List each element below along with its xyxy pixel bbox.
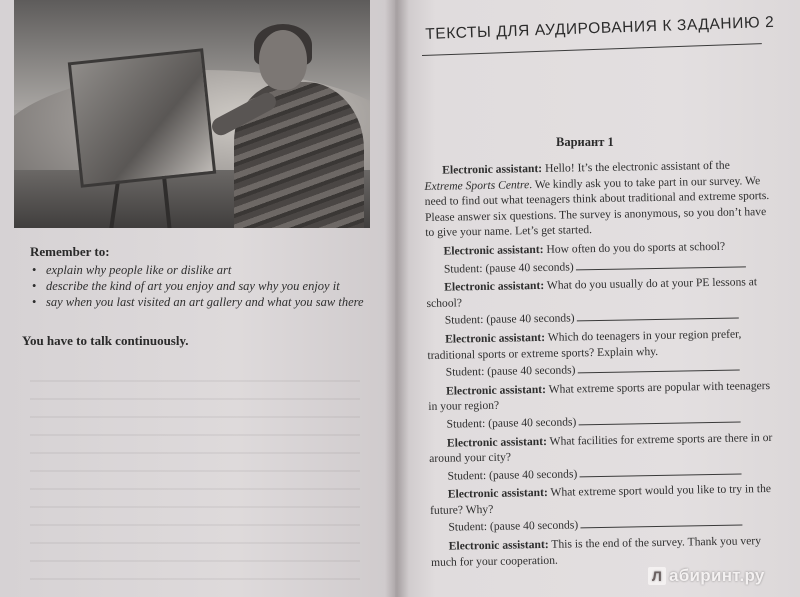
show-through-text bbox=[30, 380, 360, 580]
speaker-label: Electronic assistant: bbox=[443, 242, 544, 258]
answer-blank bbox=[576, 256, 746, 270]
speaker-label: Electronic assistant: bbox=[447, 486, 548, 501]
speaker-label: Electronic assistant: bbox=[448, 537, 549, 553]
intro-text-b: . We kindly ask you to take part in our survey. We need to find out what teenagers think about traditional and extreme sports. Please answer six questions. The survey is anonymous, so you don’t have to give your name. Let’s get started. bbox=[424, 173, 770, 240]
student-answer-line bbox=[430, 514, 776, 536]
painter-figure bbox=[214, 20, 364, 228]
answer-blank bbox=[576, 308, 738, 322]
labirint-logo-icon: Л bbox=[648, 567, 666, 585]
remember-list bbox=[32, 262, 377, 310]
answer-blank bbox=[577, 360, 739, 374]
watermark-text: абиринт.ру bbox=[669, 566, 765, 585]
book-gutter bbox=[385, 0, 409, 597]
answer-blank bbox=[578, 411, 740, 425]
outro-text: This is the end of the survey. Thank you very much for your cooperation. bbox=[430, 534, 762, 569]
easel-canvas bbox=[68, 48, 216, 188]
question-text: Which do teenagers in your region prefer, traditional sports or extreme sports? Explain why. bbox=[427, 327, 742, 362]
student-answer-line bbox=[428, 411, 774, 433]
student-answer-line bbox=[429, 463, 775, 485]
section-title: ТЕКСТЫ ДЛЯ АУДИРОВАНИЯ К ЗАДАНИЮ 2 bbox=[425, 13, 775, 43]
dialogue-intro bbox=[424, 157, 771, 241]
remember-heading: Remember to: bbox=[30, 244, 110, 259]
question-text: What extreme sports are popular with teenagers in your region? bbox=[428, 378, 771, 414]
speaker-label: Electronic assistant: bbox=[445, 382, 547, 398]
variant-heading: Вариант 1 bbox=[556, 135, 614, 149]
student-answer-line bbox=[426, 256, 772, 278]
student-prompt: Student: (pause 40 seconds) bbox=[446, 415, 577, 431]
question-text: How often do you do sports at school? bbox=[546, 239, 726, 256]
remember-item: • say when you last visited an art gallery and what you saw there bbox=[32, 294, 377, 310]
answer-blank bbox=[579, 463, 741, 477]
speaker-label: Electronic assistant: bbox=[446, 434, 547, 450]
question-line bbox=[428, 378, 774, 415]
question-line bbox=[426, 274, 772, 311]
intro-text-a: Hello! It’s the electronic assistant of the bbox=[544, 158, 730, 175]
question-text: What do you usually do at your PE lessons at school? bbox=[426, 275, 758, 310]
student-prompt: Student: (pause 40 seconds) bbox=[444, 311, 575, 328]
painter-photo bbox=[14, 0, 370, 228]
student-prompt: Student: (pause 40 seconds) bbox=[447, 467, 578, 483]
student-prompt: Student: (pause 40 seconds) bbox=[448, 518, 579, 535]
student-answer-line bbox=[428, 359, 774, 381]
question-line bbox=[427, 326, 773, 363]
speaker-label: Electronic assistant: bbox=[445, 330, 546, 346]
speaker-label: Electronic assistant: bbox=[444, 279, 545, 294]
remember-item: • explain why people like or dislike art bbox=[32, 262, 377, 278]
question-text: What extreme sport would you like to try in the future? Why? bbox=[430, 482, 772, 517]
student-prompt: Student: (pause 40 seconds) bbox=[443, 259, 574, 276]
speaker-label: Electronic assistant: bbox=[442, 161, 543, 177]
remember-item: • describe the kind of art you enjoy and say why you enjoy it bbox=[32, 278, 377, 294]
student-prompt: Student: (pause 40 seconds) bbox=[445, 363, 576, 379]
answer-blank bbox=[580, 515, 742, 529]
dialogue bbox=[424, 154, 777, 570]
question-text: What facilities for extreme sports are there in or around your city? bbox=[429, 430, 773, 466]
closing-instruction: You have to talk continuously. bbox=[22, 333, 189, 348]
labirint-watermark bbox=[648, 563, 793, 589]
intro-centre-name: Extreme Sports Centre bbox=[424, 177, 530, 193]
question-line bbox=[429, 429, 775, 466]
student-answer-line bbox=[427, 307, 773, 329]
painter-head bbox=[259, 30, 307, 90]
question-line bbox=[430, 481, 776, 518]
